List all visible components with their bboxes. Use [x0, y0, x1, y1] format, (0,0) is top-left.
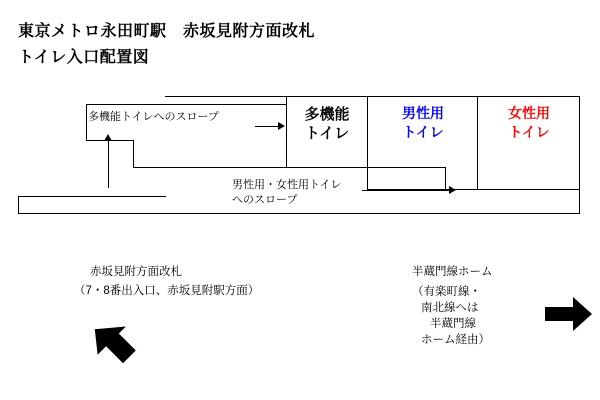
- page-title-line-2: トイレ入口配置図: [18, 49, 150, 66]
- plan-line-corridor-top: [86, 104, 286, 105]
- caption-right-line-1: 半蔵門線ホーム: [412, 266, 493, 278]
- plan-line-corridor-mid: [133, 167, 445, 168]
- plan-line-right: [579, 96, 580, 214]
- room-label-mens: [369, 104, 477, 142]
- plan-divider-multipurpose: [286, 96, 287, 168]
- plan-line-top: [165, 96, 580, 97]
- annotation-slope-mens-womens-line1: 男性用・女性用トイレ: [232, 179, 342, 191]
- plan-line-corridor-step-down: [133, 140, 134, 168]
- caption-left-line-2: （7・8番出入口、赤坂見附駅方面）: [74, 285, 260, 297]
- caption-right-line-5: ホーム経由）: [421, 334, 490, 346]
- caption-right-line-3: 南北線へは: [421, 302, 479, 314]
- annotation-slope-multipurpose: 多機能トイレへのスロープ: [88, 111, 219, 123]
- caption-left-line-1: 赤坂見附方面改札: [90, 266, 182, 278]
- room-label-mens-line1: 男性用: [402, 105, 444, 121]
- arrow-line-mens-womens: [362, 190, 450, 191]
- page-title-line-1: 東京メトロ永田町駅 赤坂見附方面改札: [18, 23, 316, 40]
- plan-line-bottom-left: [18, 213, 166, 214]
- plan-divider-mens-left: [367, 96, 368, 190]
- caption-right-line-4: 半蔵門線: [430, 318, 476, 330]
- arrow-head-multipurpose-icon: [278, 122, 285, 130]
- room-label-multipurpose-line2: トイレ: [304, 125, 350, 142]
- room-label-womens-line2: トイレ: [508, 124, 550, 140]
- room-label-womens: [479, 104, 579, 142]
- arrow-head-mens-womens-icon: [449, 186, 456, 194]
- room-label-womens-line1: 女性用: [508, 105, 550, 121]
- plan-line-corridor-left: [86, 104, 87, 140]
- annotation-slope-mens-womens-line2: へのスロープ: [232, 194, 298, 206]
- arrow-line-multipurpose: [255, 126, 279, 127]
- down-left-arrow-icon: [90, 318, 142, 366]
- room-label-multipurpose: [288, 105, 366, 143]
- right-arrow-icon: [545, 296, 593, 332]
- plan-line-left-upper: [18, 196, 166, 197]
- plan-line-entry-step: [445, 167, 446, 190]
- plan-line-bottom-right: [165, 213, 580, 214]
- room-label-mens-line2: トイレ: [402, 124, 444, 140]
- plan-divider-womens-left: [477, 96, 478, 190]
- arrow-line-up-corridor: [108, 140, 109, 188]
- room-label-multipurpose-line1: 多機能: [304, 106, 350, 123]
- plan-line-left-edge: [18, 196, 19, 214]
- caption-right-line-2: （有楽町線・: [412, 286, 481, 298]
- arrow-head-up-corridor-icon: [104, 134, 112, 141]
